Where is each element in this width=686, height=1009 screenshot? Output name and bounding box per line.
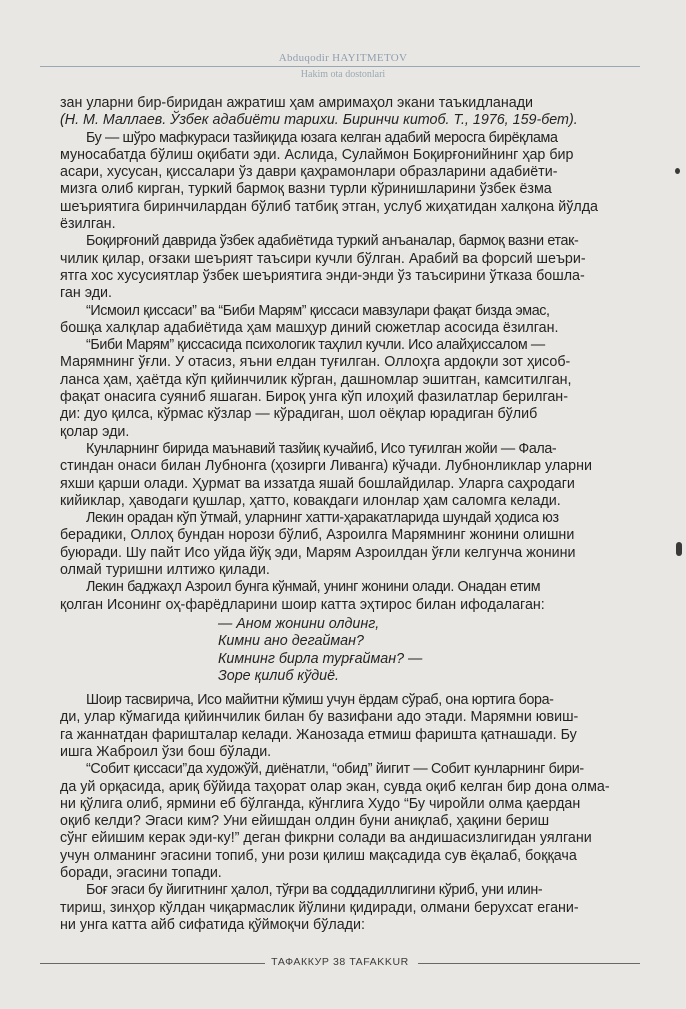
text-line: кийиклар, ҳаводаги қушлар, ҳатто, ковакдаги илонлар ҳам саломга келади. <box>60 492 561 509</box>
running-header-author: Abduqodir HAYITMETOV <box>278 52 408 64</box>
text-line: ятга хос хусусиятлар ўзбек шеъриятига энди-энди ўз таъсирини ўтказа бошла- <box>60 267 585 284</box>
text-line: тириш, зинҳор кўлдан чиқармаслик йўлини қидиради, олмани берухсат егани- <box>60 899 579 916</box>
paragraph <box>60 882 638 934</box>
text-line: ди: дуо қилса, кўрмас кўзлар — кўрадиган, шол оёқлар юрадиган бўлиб <box>60 406 538 423</box>
text-line: зан уларни бир-биридан ажратиш ҳам амримаҳол экани таъкидланади <box>60 95 534 111</box>
text-line: “Биби Марям” қиссасида психологик таҳлил кучли. Исо алайҳиссалом — <box>86 337 545 354</box>
text-line: буюради. Шу пайт Исо уйда йўқ эди, Марям Азроилдан ўғли келгунча жонини <box>60 544 576 561</box>
text-line: (Н. М. Маллаев. Ўзбек адабиёти тарихи. Биринчи китоб. Т., 1976, 159-бет). <box>60 112 578 129</box>
poem-line: — Аном жонини олдинг, <box>218 615 380 632</box>
paragraph <box>60 303 638 338</box>
text-line: Бу — шўро мафкураси тазйиқида юзага келган адабий меросга бирёқлама <box>86 129 558 146</box>
text-line: боради, эгасини топади. <box>60 865 222 882</box>
text-line: Лекин орадан кўп ўтмай, уларнинг хатти-ҳаракатларида шундай ҳодиса юз <box>86 510 559 527</box>
poem-line: Зоре қилиб кўдиё. <box>218 667 340 684</box>
text-line: Марямнинг ўғли. У отасиз, яъни елдан туғилган. Оллоҳга ардоқли зот ҳисоб- <box>60 354 571 371</box>
paragraph <box>60 441 638 510</box>
text-line: Шоир тасвирича, Исо майитни кўмиш учун ёрдам сўраб, она юртига бора- <box>86 692 554 709</box>
text-line: “Собит қиссаси”да художўй, диёнатли, “обид” йигит — Собит кунларнинг бири- <box>86 761 584 778</box>
paragraphs-after-poem <box>60 692 638 934</box>
paragraph <box>60 233 638 302</box>
text-line: бошқа халқлар адабиётида ҳам машҳур диний сюжетлар асосида ёзилган. <box>60 319 559 336</box>
text-line: фақат онасига суяниб яшаган. Бироқ унга кўп илоҳий фазилатлар берилган- <box>60 389 568 406</box>
footer-rule-right <box>418 963 640 964</box>
scan-hole-mark <box>676 542 682 556</box>
text-line: оқиб келди? Эгаси ким? Уни ейишдан олдин буни аниқлаб, ҳақини бериш <box>60 813 550 830</box>
header-rule <box>40 66 640 67</box>
text-line: қолар эди. <box>60 423 130 440</box>
text-line: муносабатда бўлиш оқибати эди. Аслида, Сулаймон Боқирғонийнинг ҳар бир <box>60 146 574 163</box>
paragraph <box>60 337 638 441</box>
page-footer <box>40 956 640 972</box>
text-line: сўнг ейишим керак эди-ку!” деган фикрни солади ва андишасизлигидан уялгани <box>60 830 592 847</box>
text-line: ни унга катта айб сифатида қўймоқчи бўлади: <box>60 916 365 933</box>
text-line: қолган Исонинг оҳ-фарёдларини шоир катта эҳтирос билан ифодалаган: <box>60 596 545 613</box>
text-line: мизга олиб кирган, туркий бармоқ вазни турли кўринишларини ўзбек ёзма <box>60 181 552 198</box>
paragraph <box>60 579 638 614</box>
text-line: олмай туришни илтижо қилади. <box>60 562 270 579</box>
scan-hole-mark <box>675 168 680 174</box>
footer-page-label: ТАФАККУР 38 TAFAKKUR <box>271 956 409 968</box>
text-line: шеъриятига биринчилардан бўлиб татбиқ этган, услуб жиҳатидан халқона йўлда <box>60 198 598 215</box>
poem-quote <box>218 616 638 685</box>
paragraph <box>60 510 638 579</box>
text-line: берадики, Оллоҳ бундан норози бўлиб, Азроилга Марямнинг жонини олишни <box>60 527 575 544</box>
text-line: ланса ҳам, ҳаётда кўп қийинчилик кўрган, дашномлар эшитган, камситилган, <box>60 371 572 388</box>
text-line: Лекин баджаҳл Азроил бунга кўнмай, унинг жонини олади. Онадан етим <box>86 579 541 596</box>
text-line: Кунларнинг бирида маънавий тазйиқ кучайиб, Исо туғилган жойи — Фала- <box>86 440 557 457</box>
poem-line: Кимни ано дегайман? <box>218 633 364 650</box>
text-line: ёзилган. <box>60 216 116 233</box>
text-line: Боғ эгаси бу йигитнинг ҳалол, тўғри ва соддадиллигини кўриб, уни илин- <box>86 882 543 899</box>
text-line: яхши қарши олади. Ҳурмат ва иззатда яшай бошлайдилар. Уларга саҳродаги <box>60 475 575 492</box>
paragraphs-before-poem <box>60 95 638 614</box>
text-line: учун олманинг эгасини топиб, уни рози қилиш мақсадида сув ёқалаб, боққача <box>60 847 577 864</box>
text-line: да уй орқасида, ариқ бўйида таҳорат олар экан, сувда оқиб келган бир дона олма- <box>60 778 610 795</box>
text-line: чилик қилар, оғзаки шеърият таъсири кучли бўлган. Арабий ва форсий шеъри- <box>60 250 586 267</box>
text-line: стиндан онаси билан Лубнонга (ҳозирги Ливанга) кўчади. Лубнонликлар уларни <box>60 458 592 475</box>
text-line: асари, хусусан, қиссалари ўз даври қаҳрамонлари образларини адабиёти- <box>60 164 558 181</box>
text-line: ни қўлига олиб, ярмини еб бўлганда, кўнглига Худо “Бу чиройли олма қаердан <box>60 795 581 812</box>
running-header-subtitle: Hakim ota dostonlari <box>300 69 386 80</box>
paragraph <box>60 692 638 761</box>
section-gap <box>60 685 638 692</box>
paragraph <box>60 130 638 234</box>
body-text <box>60 95 638 934</box>
paragraph <box>60 95 638 130</box>
paragraph <box>60 761 638 882</box>
poem-line: Кимнинг бирла турғайман? — <box>218 650 423 667</box>
text-line: ган эди. <box>60 285 113 302</box>
text-line: “Исмоил қиссаси” ва “Биби Марям” қиссаси мавзулари фақат бизда эмас, <box>86 302 550 319</box>
text-line: га жаннатдан фаришталар келади. Жанозада етмиш фаришта қатнашади. Бу <box>60 726 577 743</box>
text-line: ишга Жаброил ўзи бош бўлади. <box>60 743 272 760</box>
text-line: ди, улар кўмагида қийинчилик билан бу вазифани адо этади. Марямни ювиш- <box>60 709 579 726</box>
text-line: Боқирғоний даврида ўзбек адабиётида туркий анъаналар, бармоқ вазни етак- <box>86 233 579 250</box>
